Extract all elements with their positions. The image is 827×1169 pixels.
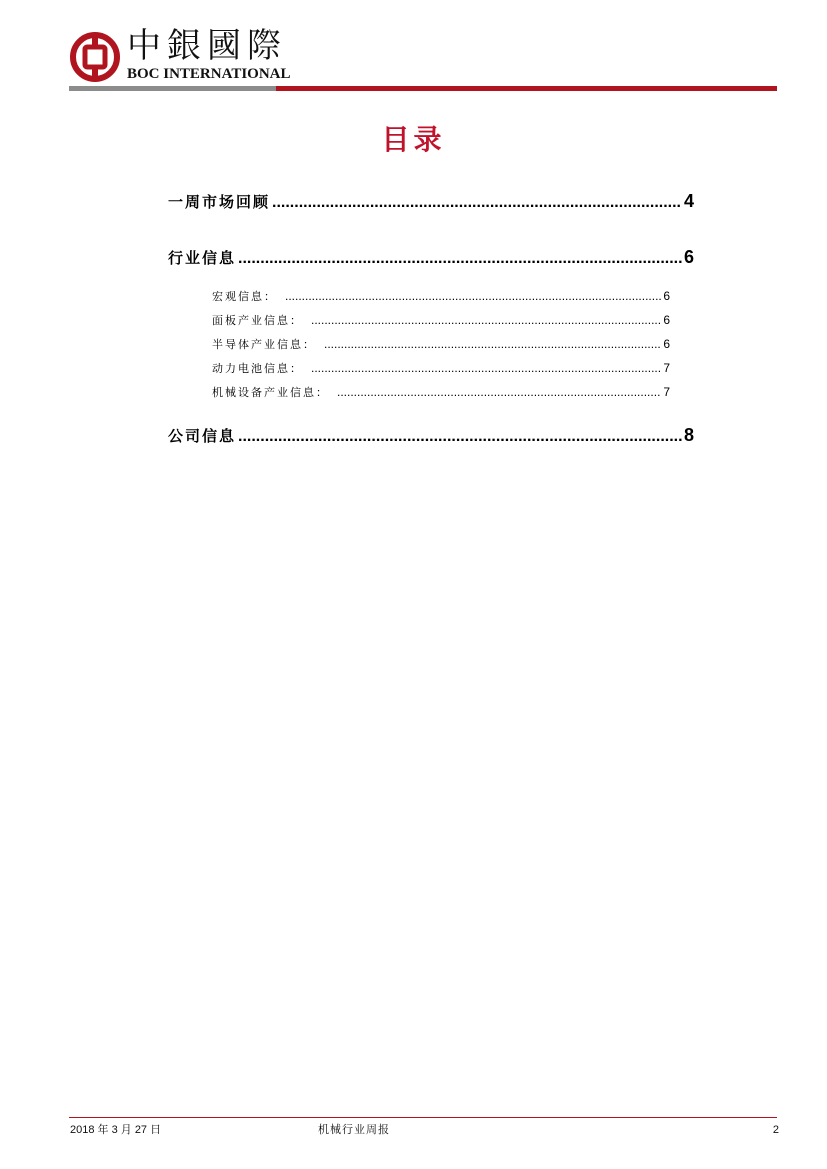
toc-entry-market-review[interactable] [168, 190, 694, 214]
footer-divider [69, 1117, 777, 1118]
toc-entry-page: 6 [683, 247, 694, 267]
toc-leader-dots [324, 336, 661, 352]
toc-leader-dots [337, 384, 661, 400]
toc-subentry-label: 机械设备产业信息： [212, 386, 329, 399]
toc-leader-dots [238, 426, 682, 448]
toc-leader-dots [311, 360, 661, 376]
footer-date: 2018 年 3 月 27 日 [70, 1124, 162, 1136]
toc-title: 目录 [381, 123, 446, 156]
toc-entry-label: 行业信息 [168, 249, 237, 267]
toc-subentry-label: 半导体产业信息： [212, 338, 316, 351]
toc-leader-dots [238, 248, 682, 270]
toc-subentry-power-battery[interactable] [212, 360, 670, 377]
toc-subentry-semiconductor[interactable] [212, 336, 670, 353]
toc-subentry-page: 7 [663, 385, 670, 399]
header-divider-red [276, 86, 777, 91]
logo-english-name: BOC INTERNATIONAL [127, 66, 291, 82]
toc-entry-page: 4 [683, 191, 694, 211]
toc-subentry-panel[interactable] [212, 312, 670, 329]
toc-entry-label: 一周市场回顾 [168, 193, 271, 211]
header-divider-gray [69, 86, 276, 91]
toc-leader-dots [272, 192, 682, 214]
footer-page-number: 2 [772, 1124, 779, 1136]
toc-subentry-label: 宏观信息： [212, 290, 277, 303]
toc-subentry-label: 面板产业信息： [212, 314, 303, 327]
toc-subentry-page: 7 [663, 361, 670, 375]
toc-entry-industry-info[interactable] [168, 246, 694, 270]
logo-chinese-name: 中銀國際 [127, 26, 287, 66]
toc-entry-page: 8 [683, 425, 694, 445]
toc-leader-dots [285, 288, 661, 304]
toc-subentry-page: 6 [663, 337, 670, 351]
boc-logo-icon [70, 32, 120, 82]
toc-subentry-label: 动力电池信息： [212, 362, 303, 375]
toc-subentry-machinery[interactable] [212, 384, 670, 401]
toc-entry-company-info[interactable] [168, 424, 694, 448]
toc-entry-label: 公司信息 [168, 427, 237, 445]
toc-subentry-page: 6 [663, 313, 670, 327]
toc-subentry-macro[interactable] [212, 288, 670, 305]
footer-report-name: 机械行业周报 [318, 1123, 390, 1136]
toc-subentry-page: 6 [663, 289, 670, 303]
toc-leader-dots [311, 312, 661, 328]
